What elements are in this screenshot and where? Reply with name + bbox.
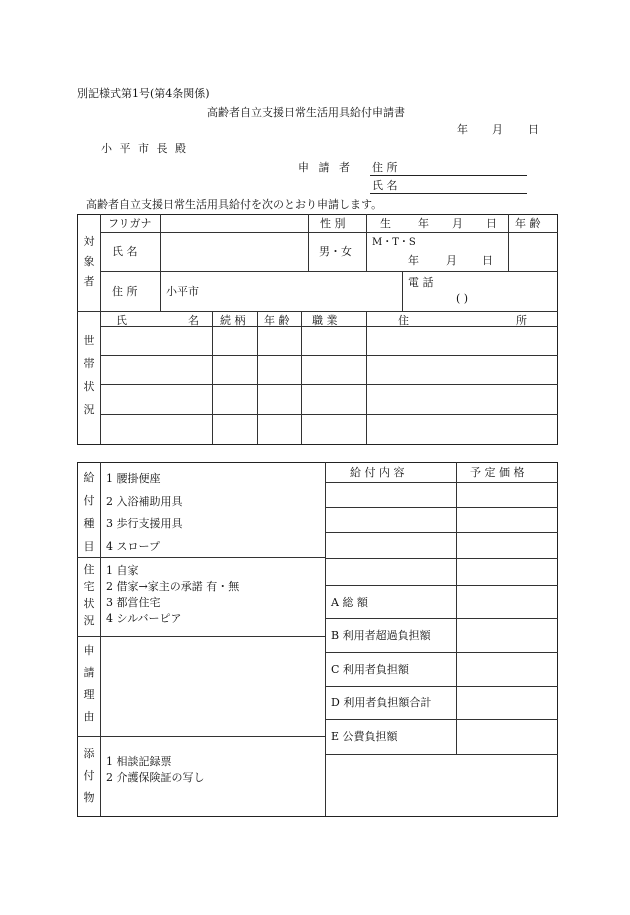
furigana-field[interactable] [161,215,307,231]
amount-row-label: E 公費負担額 [331,730,398,743]
content-field[interactable] [326,483,455,506]
subject-name-field[interactable] [161,233,307,270]
attachments-label: 添 付 物 [83,747,95,804]
amount-field[interactable] [457,720,557,753]
benefit-type-item[interactable]: 3 歩行支援用具 [106,517,183,530]
birth-header-3: 月 [452,217,463,230]
housing-item[interactable]: 2 借家→家主の承諾 有・無 [106,580,240,593]
household-row[interactable] [101,356,557,383]
attachment-item[interactable]: 2 介護保険証の写し [106,771,205,784]
applicant-label: 申 請 者 [298,161,353,174]
benefit-type-item[interactable]: 1 腰掛便座 [106,472,161,485]
date-year-label: 年 [457,123,468,136]
gender-label: 性 別 [320,217,346,230]
applicant-address-label: 住 所 [372,161,398,174]
household-col-relation: 続 柄 [220,314,246,327]
housing-item[interactable]: 3 都営住宅 [106,596,161,609]
birth-header-1: 生 [380,217,391,230]
amount-field[interactable] [457,619,557,651]
benefit-type-item[interactable]: 2 入浴補助用具 [106,495,183,508]
birth-header-2: 年 [418,217,429,230]
age-label: 年 齢 [515,217,541,230]
subject-address-label: 住 所 [112,285,138,298]
birth-year-label: 年 [408,254,419,267]
reason-field[interactable] [101,637,324,735]
price-col-header: 予 定 価 格 [470,466,525,479]
household-col-age: 年 齢 [264,314,290,327]
subject-name-label: 氏 名 [112,245,138,258]
phone-parens[interactable]: ( ) [456,292,469,305]
household-row[interactable] [101,415,557,443]
amount-row-label: C 利用者負担額 [331,663,409,676]
era-options[interactable]: M・T・S [372,237,416,248]
reason-label: 申 請 理 由 [83,644,95,723]
applicant-name-line[interactable] [370,193,527,194]
applicant-name-label: 氏 名 [372,179,398,192]
housing-item[interactable]: 4 シルバーピア [106,612,182,625]
amount-field[interactable] [457,687,557,718]
birth-header-4: 日 [486,217,497,230]
household-col-name-2: 名 [188,314,199,327]
benefit-type-label: 給 付 種 目 [83,471,95,553]
intro-text: 高齢者自立支援日常生活用具給付を次のとおり申請します。 [86,198,383,211]
gender-options[interactable]: 男・女 [319,245,352,258]
date-month-label: 月 [492,123,503,136]
amount-field[interactable] [457,653,557,685]
household-col-name-1: 氏 [116,314,127,327]
birth-month-label: 月 [446,254,457,267]
applicant-address-line[interactable] [370,175,527,176]
housing-item[interactable]: 1 自家 [106,564,139,577]
subject-section-label: 対 象 者 [83,235,95,288]
content-col-header: 給 付 内 容 [350,466,405,479]
date-day-label: 日 [528,123,539,136]
amount-row-label: D 利用者負担額合計 [331,696,432,709]
household-row[interactable] [101,327,557,354]
phone-label: 電 話 [408,276,434,289]
form-number: 別記様式第1号(第4条関係) [77,87,210,100]
amount-field[interactable] [457,586,557,617]
addressee: 小 平 市 長 殿 [101,142,188,155]
age-field[interactable] [509,233,557,270]
household-col-job: 職 業 [312,314,338,327]
content-field[interactable] [326,508,455,531]
furigana-label: フリガナ [108,217,152,230]
amount-row-label: A 総 額 [331,596,368,609]
household-col-address-1: 住 [398,314,409,327]
attachment-item[interactable]: 1 相談記録票 [106,755,172,768]
birth-day-label: 日 [482,254,493,267]
household-col-address-2: 所 [516,314,527,327]
household-section-label: 世 帯 状 況 [83,334,95,416]
household-row[interactable] [101,385,557,413]
content-field[interactable] [326,533,455,557]
amount-row-label: B 利用者超過負担額 [331,629,431,642]
benefit-type-item[interactable]: 4 スロープ [106,540,160,553]
subject-address-value[interactable]: 小平市 [166,285,199,298]
form-title: 高齢者自立支援日常生活用具給付申請書 [207,106,405,119]
housing-label: 住 宅 状 況 [83,563,95,627]
